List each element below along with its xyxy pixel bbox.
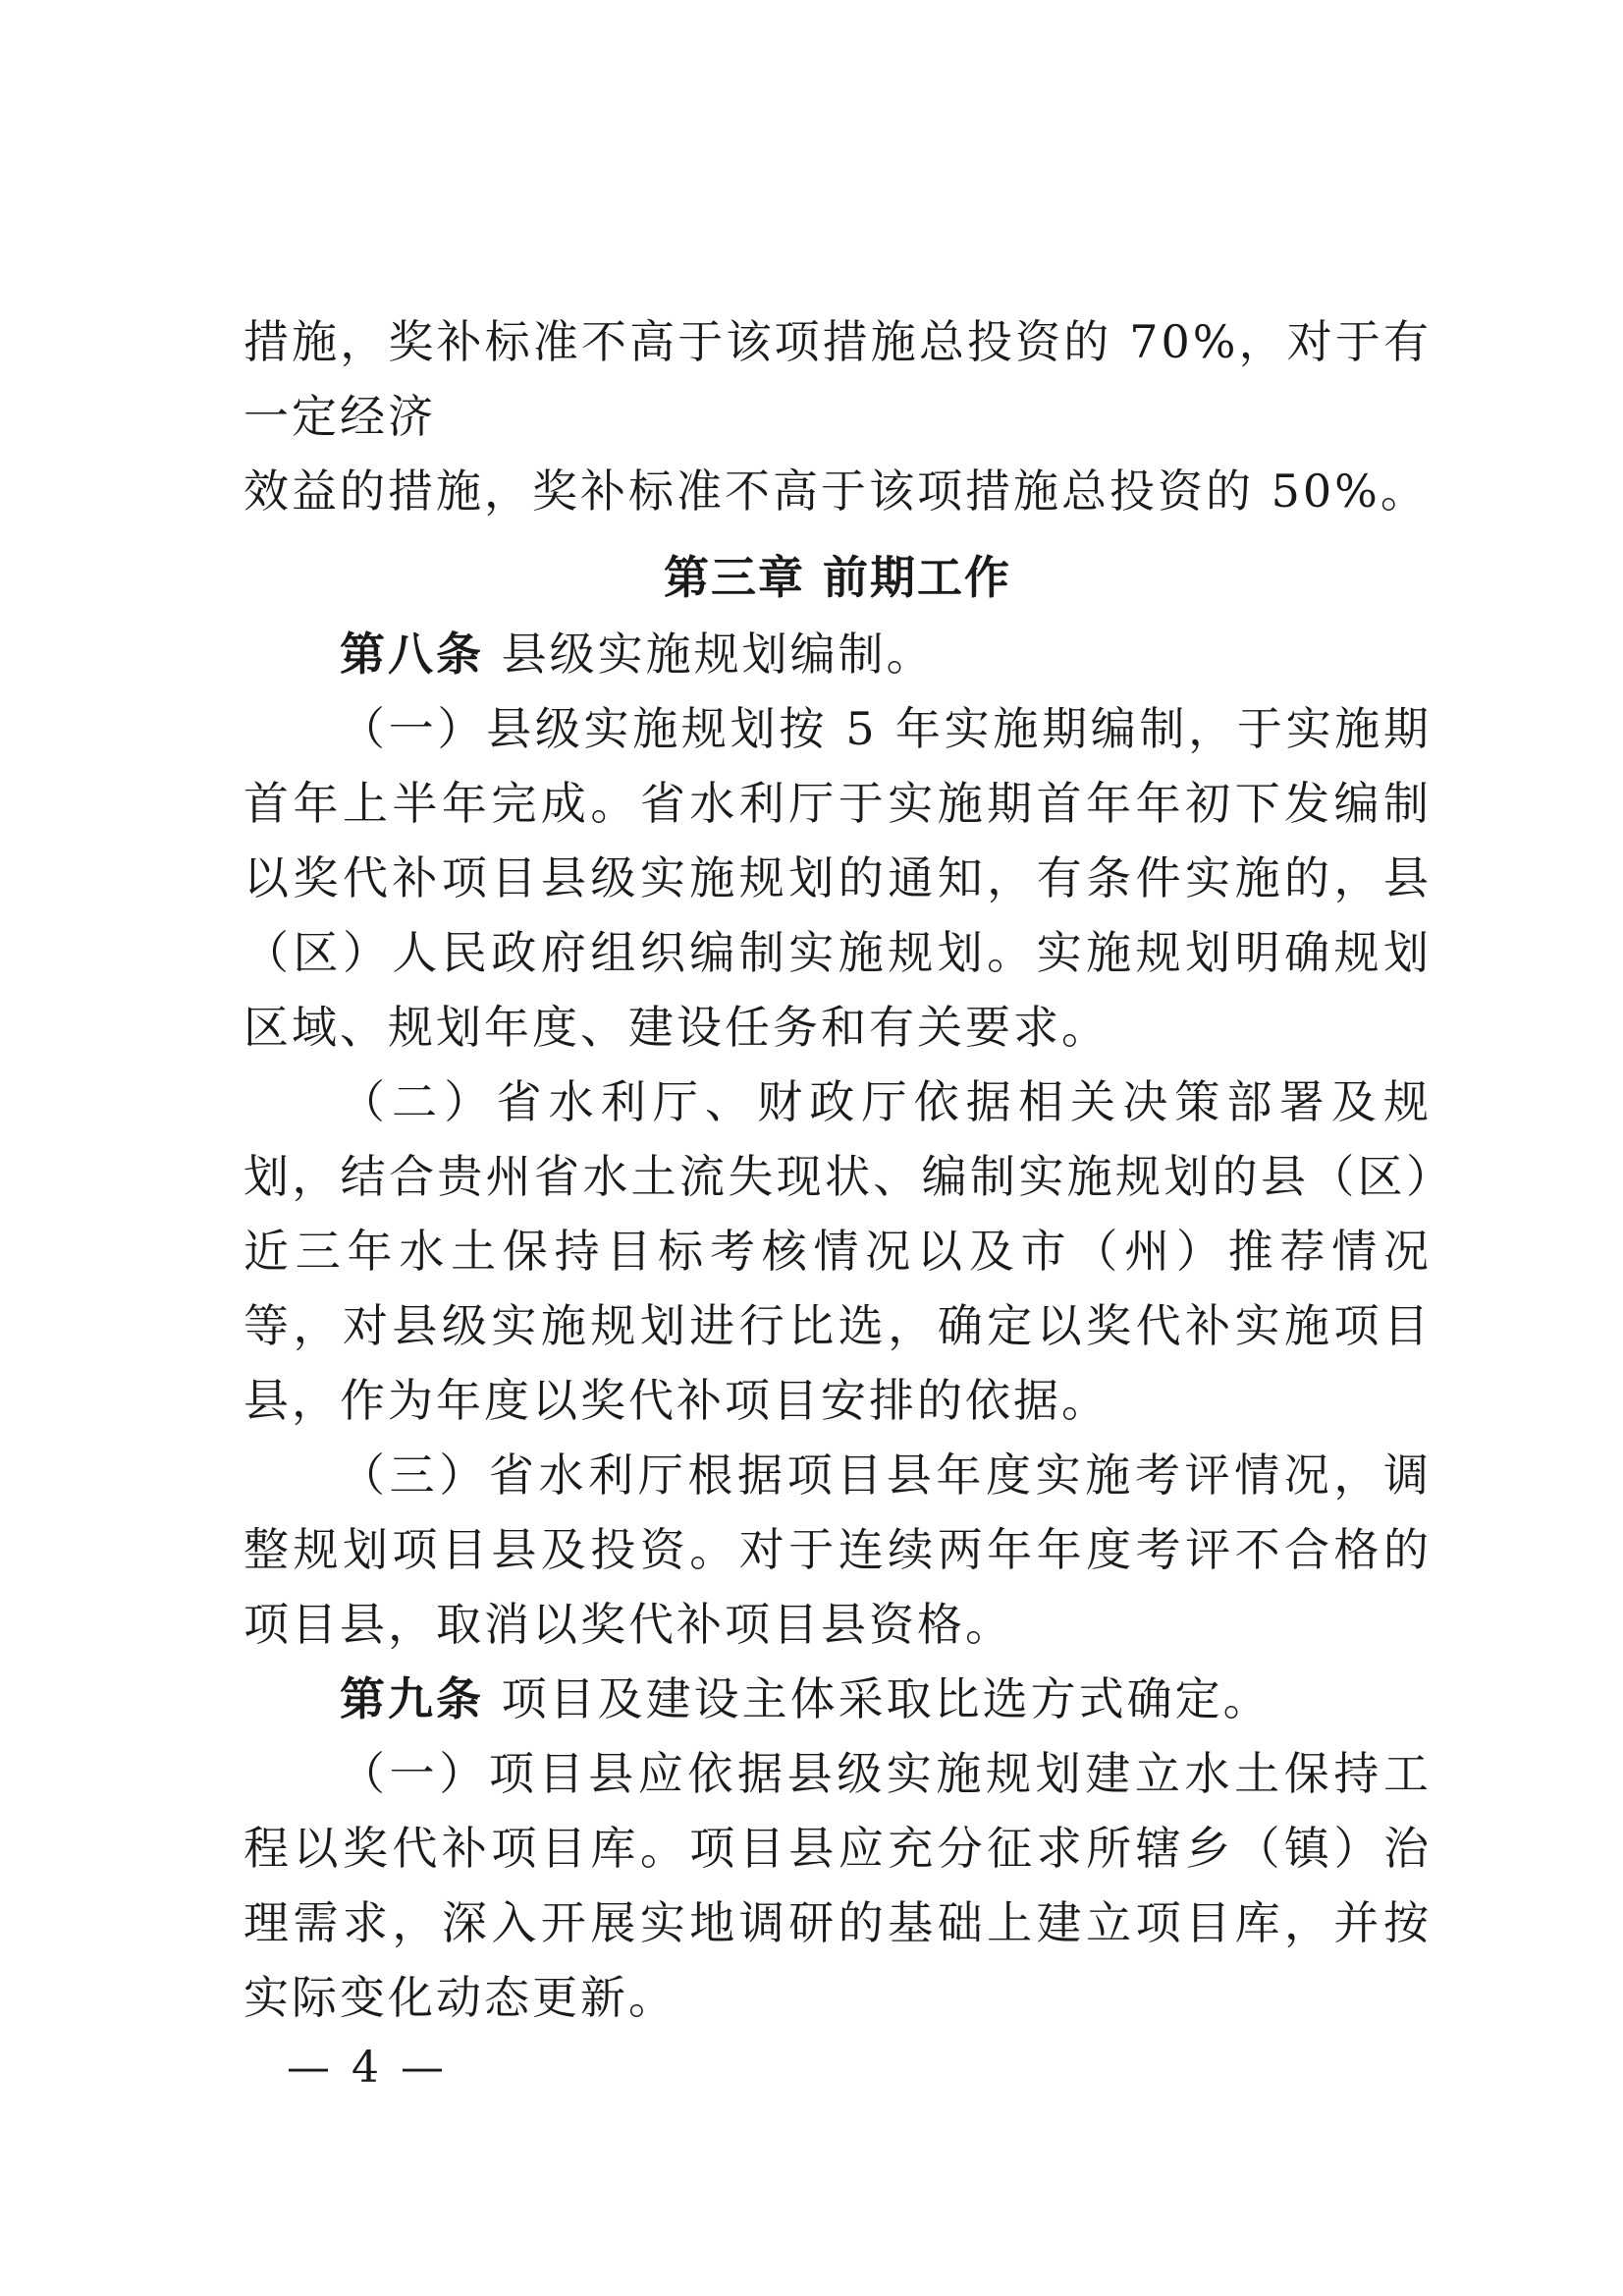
top-paragraph [243,304,1432,528]
article-8-item-3: （三）省水利厅根据项目县年度实施考评情况，调整规划项目县及投资。对于连续两年年度考评不合格的项目县，取消以奖代补项目县资格。 [243,1449,1432,1651]
article-8-label: 第八条 [340,628,484,681]
article-8-heading [243,617,1432,691]
article-9-title: 项目及建设主体采取比选方式确定。 [501,1672,1271,1725]
top-paragraph-line-1: 措施，奖补标准不高于该项措施总投资的 70%，对于有一定经济 [243,315,1432,443]
article-8 [243,617,1432,2035]
chapter-title: 第三章 前期工作 [663,551,1011,604]
article-9-label: 第九条 [340,1672,484,1725]
page-number: — 4 — [287,2043,448,2093]
article-8-item-2: （二）省水利厅、财政厅依据相关决策部署及规划，结合贵州省水土流失现状、编制实施规划的县（区）近三年水土保持目标考核情况以及市（州）推荐情况等，对县级实施规划进行比选，确定以奖代补实施项目县，作为年度以奖代补项目安排的依据。 [243,1075,1432,1427]
article-9-item-1: （一）项目县应依据县级实施规划建立水土保持工程以奖代补项目库。项目县应充分征求所辖乡（镇）治理需求，深入开展实地调研的基础上建立项目库，并按实际变化动态更新。 [243,1747,1432,2024]
article-9-heading [243,1662,1432,1736]
article-8-item-1: （一）县级实施规划按 5 年实施期编制，于实施期首年上半年完成。省水利厅于实施期首年年初下发编制以奖代补项目县级实施规划的通知，有条件实施的，县（区）人民政府组织编制实施规划。实施规划明确规划区域、规划年度、建设任务和有关要求。 [243,702,1432,1054]
article-8-title: 县级实施规划编制。 [501,628,935,681]
top-paragraph-line-2: 效益的措施，奖补标准不高于该项措施总投资的 50%。 [243,465,1429,518]
